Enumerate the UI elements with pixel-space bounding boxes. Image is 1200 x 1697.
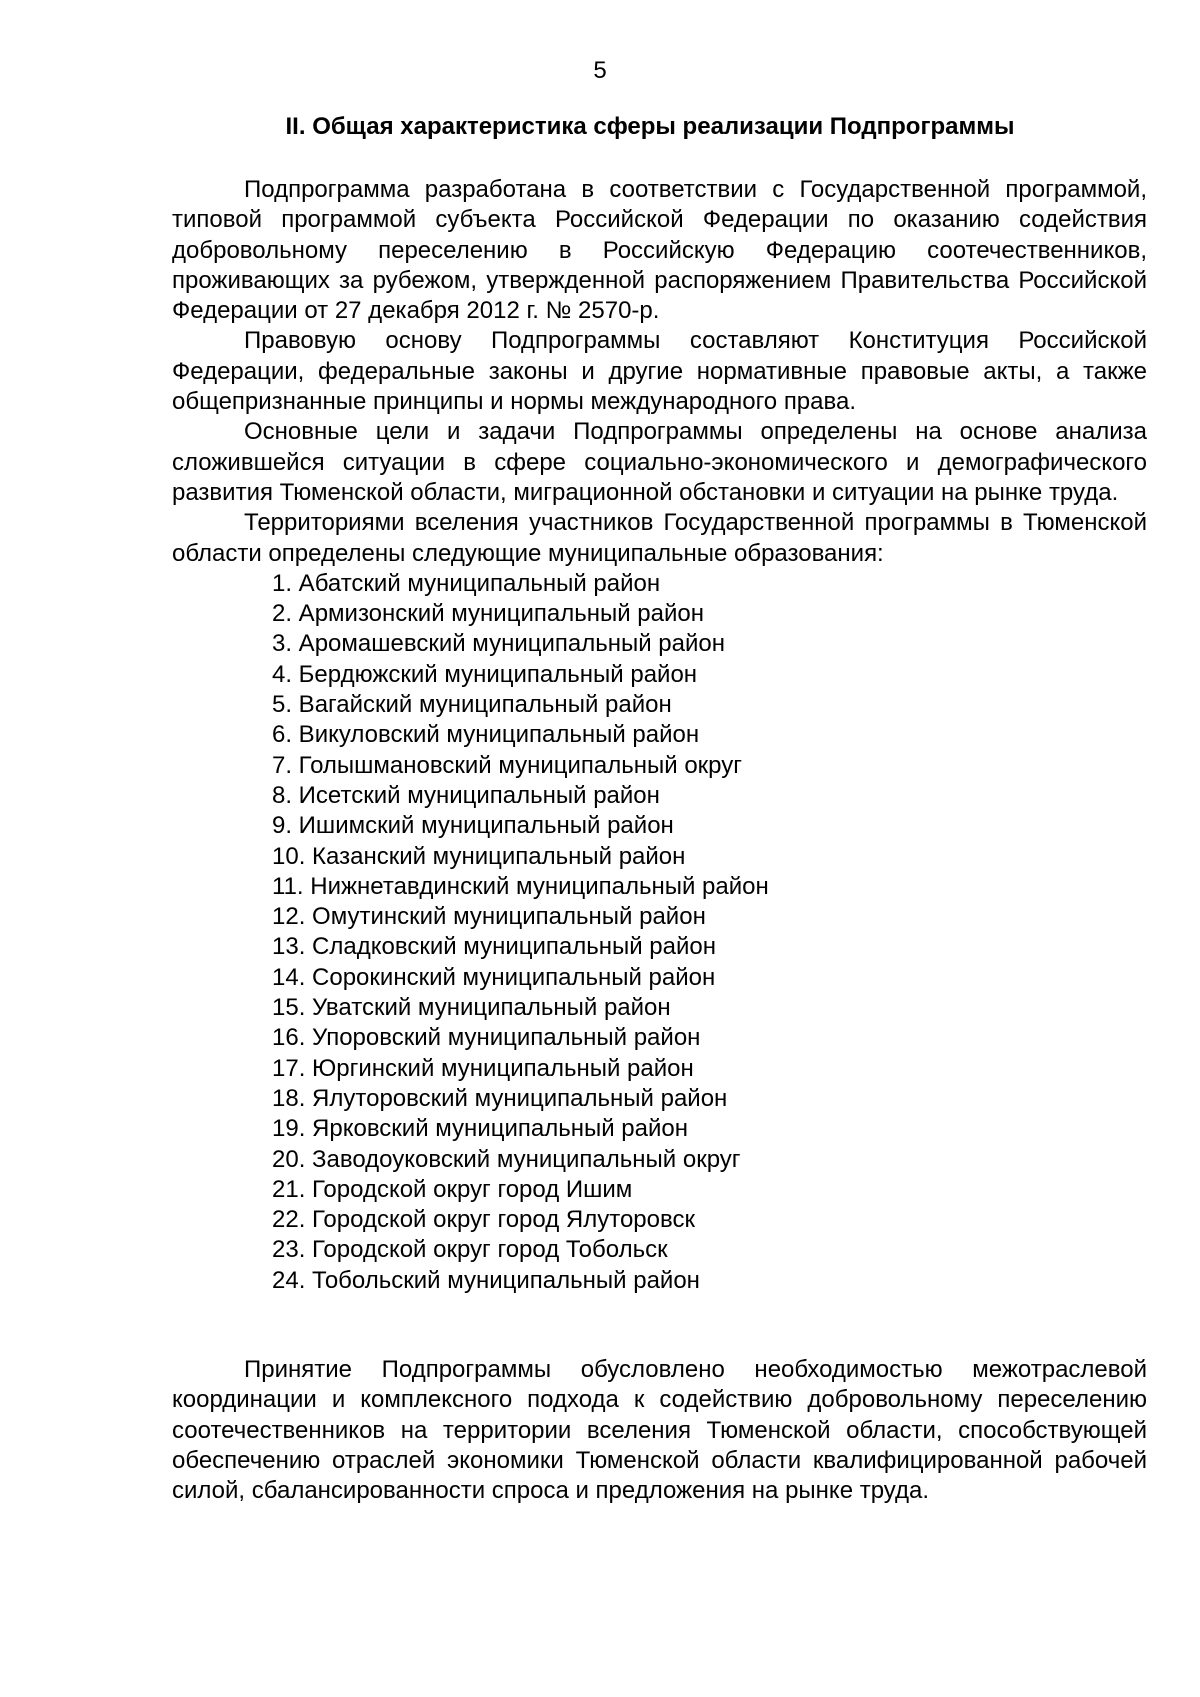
list-item: 10. Казанский муниципальный район xyxy=(272,842,686,870)
closing-text xyxy=(172,1355,1147,1506)
list-item: 9. Ишимский муниципальный район xyxy=(272,812,674,840)
paragraph-legal-basis: Правовую основу Подпрограммы составляют Конституция Российской Федерации, федеральные законы и другие нормативные правовые акты, а также общепризнанные принципы и нормы международного права. xyxy=(172,327,1147,416)
list-item: 1. Абатский муниципальный район xyxy=(272,569,661,597)
section-title: II. Общая характеристика сферы реализации Подпрограммы xyxy=(285,113,1015,140)
list-item: 12. Омутинский муниципальный район xyxy=(272,903,706,931)
list-item: 13. Сладковский муниципальный район xyxy=(272,933,717,961)
list-item: 14. Сорокинский муниципальный район xyxy=(272,963,716,991)
list-item: 6. Викуловский муниципальный район xyxy=(272,721,700,749)
territory-list xyxy=(172,569,1147,1296)
paragraph-goals: Основные цели и задачи Подпрограммы определены на основе анализа сложившейся ситуации в сфере социально-экономического и демографического развития Тюменской области, миграционной обстановки и ситуации на рынке труда. xyxy=(172,418,1147,506)
list-item: 3. Аромашевский муниципальный район xyxy=(272,630,726,658)
list-item: 24. Тобольский муниципальный район xyxy=(272,1266,700,1294)
list-item: 7. Голышмановский муниципальный округ xyxy=(272,751,743,779)
list-item: 5. Вагайский муниципальный район xyxy=(272,691,672,719)
list-item: 4. Бердюжский муниципальный район xyxy=(272,660,698,688)
page-number: 5 xyxy=(593,57,607,84)
list-item: 23. Городской округ город Тобольск xyxy=(272,1236,668,1264)
list-item: 15. Уватский муниципальный район xyxy=(272,994,671,1022)
list-item: 20. Заводоуковский муниципальный округ xyxy=(272,1145,741,1173)
list-item: 21. Городской округ город Ишим xyxy=(272,1175,633,1203)
list-item: 2. Армизонский муниципальный район xyxy=(272,600,704,628)
paragraph-territories-intro: Территориями вселения участников Государственной программы в Тюменской области определены следующие муниципальные образования: xyxy=(172,509,1147,567)
list-item: 19. Ярковский муниципальный район xyxy=(272,1115,689,1143)
list-item: 18. Ялуторовский муниципальный район xyxy=(272,1084,728,1112)
list-item: 16. Упоровский муниципальный район xyxy=(272,1024,701,1052)
list-item: 8. Исетский муниципальный район xyxy=(272,781,660,809)
paragraph-basis: Подпрограмма разработана в соответствии с Государственной программой, типовой программой субъекта Российской Федерации по оказанию содействия добровольному переселению в Российскую Федерацию соотечественников, проживающих за рубежом, утвержденной распоряжением Правительства Российской Федерации от 27 декабря 2012 г. № 2570-р. xyxy=(172,176,1147,325)
list-item: 11. Нижнетавдинский муниципальный район xyxy=(272,872,769,900)
list-item: 22. Городской округ город Ялуторовск xyxy=(272,1206,695,1234)
paragraph-closing: Принятие Подпрограммы обусловлено необходимостью межотраслевой координации и комплексного подхода к содействию добровольному переселению соотечественников на территории вселения Тюменской области, способствующей обеспечению отраслей экономики Тюменской области квалифицированной рабочей силой, сбалансированности спроса и предложения на рынке труда. xyxy=(172,1356,1147,1505)
intro-text xyxy=(172,175,1147,1296)
list-item: 17. Юргинский муниципальный район xyxy=(272,1054,694,1082)
